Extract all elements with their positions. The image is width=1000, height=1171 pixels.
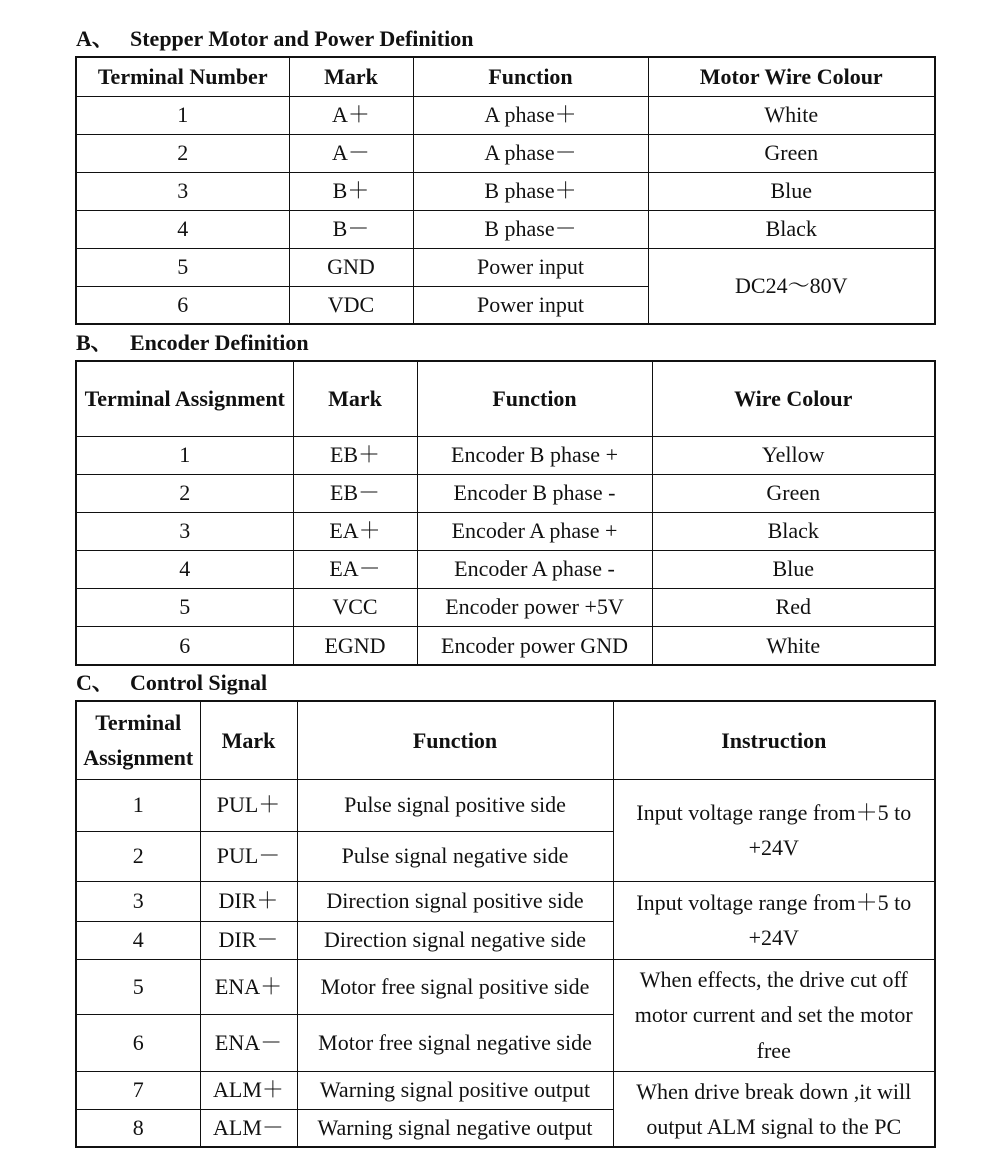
function-cell: Encoder A phase - bbox=[417, 550, 652, 588]
header-cell: Mark bbox=[293, 361, 417, 436]
terminal-cell: 3 bbox=[76, 881, 200, 921]
terminal-cell: 4 bbox=[76, 550, 293, 588]
table-row bbox=[76, 626, 935, 665]
header-cell: Mark bbox=[200, 701, 297, 779]
colour-cell: Green bbox=[652, 474, 935, 512]
mark-cell: EA＋ bbox=[293, 512, 417, 550]
function-cell: Power input bbox=[413, 248, 648, 286]
function-cell: Pulse signal positive side bbox=[297, 779, 613, 831]
mark-cell: A－ bbox=[289, 134, 413, 172]
colour-cell: Blue bbox=[648, 172, 935, 210]
mark-cell: GND bbox=[289, 248, 413, 286]
table-row bbox=[76, 512, 935, 550]
header-cell: Motor Wire Colour bbox=[648, 57, 935, 96]
section-a-title bbox=[76, 26, 473, 52]
section-c-title-text: Control Signal bbox=[130, 670, 268, 695]
function-cell: B phase－ bbox=[413, 210, 648, 248]
section-c-letter: C、 bbox=[76, 670, 114, 695]
function-cell: Warning signal positive output bbox=[297, 1071, 613, 1109]
table-row bbox=[76, 550, 935, 588]
mark-cell: EGND bbox=[293, 626, 417, 665]
section-b-letter: B、 bbox=[76, 330, 113, 355]
mark-cell: A＋ bbox=[289, 96, 413, 134]
colour-cell: Red bbox=[652, 588, 935, 626]
terminal-cell: 3 bbox=[76, 172, 289, 210]
section-a-title-text: Stepper Motor and Power Definition bbox=[130, 26, 474, 51]
header-cell: Function bbox=[297, 701, 613, 779]
terminal-cell: 1 bbox=[76, 436, 293, 474]
stepper-motor-table bbox=[75, 56, 936, 325]
section-b-title bbox=[76, 330, 309, 356]
terminal-cell: 5 bbox=[76, 588, 293, 626]
instruction-cell: When drive break down ,it will output ALM signal to the PC bbox=[613, 1071, 935, 1147]
function-cell: Encoder B phase + bbox=[417, 436, 652, 474]
function-cell: Encoder A phase + bbox=[417, 512, 652, 550]
mark-cell: B＋ bbox=[289, 172, 413, 210]
table-row bbox=[76, 474, 935, 512]
header-cell: Wire Colour bbox=[652, 361, 935, 436]
table-row bbox=[76, 779, 935, 831]
function-cell: Pulse signal negative side bbox=[297, 831, 613, 881]
colour-cell: Black bbox=[648, 210, 935, 248]
power-range-cell: DC24～80V bbox=[648, 248, 935, 324]
terminal-cell: 4 bbox=[76, 210, 289, 248]
terminal-cell: 6 bbox=[76, 286, 289, 324]
section-b-title-text: Encoder Definition bbox=[130, 330, 309, 355]
mark-cell: PUL－ bbox=[200, 831, 297, 881]
mark-cell: ENA－ bbox=[200, 1014, 297, 1071]
mark-cell: EA－ bbox=[293, 550, 417, 588]
colour-cell: Black bbox=[652, 512, 935, 550]
table-row bbox=[76, 436, 935, 474]
terminal-cell: 3 bbox=[76, 512, 293, 550]
header-cell: Terminal Assignment bbox=[76, 701, 200, 779]
function-cell: Power input bbox=[413, 286, 648, 324]
terminal-cell: 2 bbox=[76, 831, 200, 881]
mark-cell: EB＋ bbox=[293, 436, 417, 474]
table-row bbox=[76, 248, 935, 286]
section-c-title bbox=[76, 670, 267, 696]
instruction-cell: When effects, the drive cut off motor current and set the motor free bbox=[613, 959, 935, 1071]
function-cell: Encoder power GND bbox=[417, 626, 652, 665]
instruction-cell: Input voltage range from＋5 to +24V bbox=[613, 881, 935, 959]
colour-cell: White bbox=[652, 626, 935, 665]
header-cell: Mark bbox=[289, 57, 413, 96]
control-signal-table bbox=[75, 700, 936, 1148]
instruction-cell: Input voltage range from＋5 to +24V bbox=[613, 779, 935, 881]
function-cell: Warning signal negative output bbox=[297, 1109, 613, 1147]
function-cell: Direction signal negative side bbox=[297, 921, 613, 959]
terminal-cell: 2 bbox=[76, 134, 289, 172]
table-row bbox=[76, 881, 935, 921]
terminal-cell: 4 bbox=[76, 921, 200, 959]
table-row bbox=[76, 96, 935, 134]
table-row bbox=[76, 588, 935, 626]
mark-cell: DIR＋ bbox=[200, 881, 297, 921]
table-row bbox=[76, 959, 935, 1014]
colour-cell: Green bbox=[648, 134, 935, 172]
header-cell: Terminal Assignment bbox=[76, 361, 293, 436]
colour-cell: Blue bbox=[652, 550, 935, 588]
function-cell: Encoder power +5V bbox=[417, 588, 652, 626]
function-cell: Direction signal positive side bbox=[297, 881, 613, 921]
section-a-letter: A、 bbox=[76, 26, 114, 51]
mark-cell: B－ bbox=[289, 210, 413, 248]
function-cell: Motor free signal positive side bbox=[297, 959, 613, 1014]
terminal-cell: 1 bbox=[76, 96, 289, 134]
mark-cell: VDC bbox=[289, 286, 413, 324]
mark-cell: EB－ bbox=[293, 474, 417, 512]
mark-cell: ALM－ bbox=[200, 1109, 297, 1147]
header-cell: Terminal Number bbox=[76, 57, 289, 96]
encoder-table bbox=[75, 360, 936, 666]
mark-cell: VCC bbox=[293, 588, 417, 626]
mark-cell: ENA＋ bbox=[200, 959, 297, 1014]
header-cell: Instruction bbox=[613, 701, 935, 779]
table-header-row bbox=[76, 57, 935, 96]
table-row bbox=[76, 134, 935, 172]
terminal-cell: 7 bbox=[76, 1071, 200, 1109]
mark-cell: DIR－ bbox=[200, 921, 297, 959]
function-cell: A phase－ bbox=[413, 134, 648, 172]
function-cell: Encoder B phase - bbox=[417, 474, 652, 512]
header-cell: Function bbox=[413, 57, 648, 96]
terminal-cell: 8 bbox=[76, 1109, 200, 1147]
terminal-cell: 5 bbox=[76, 959, 200, 1014]
mark-cell: ALM＋ bbox=[200, 1071, 297, 1109]
mark-cell: PUL＋ bbox=[200, 779, 297, 831]
terminal-cell: 6 bbox=[76, 1014, 200, 1071]
terminal-cell: 6 bbox=[76, 626, 293, 665]
function-cell: A phase＋ bbox=[413, 96, 648, 134]
table-row bbox=[76, 172, 935, 210]
colour-cell: White bbox=[648, 96, 935, 134]
terminal-cell: 2 bbox=[76, 474, 293, 512]
table-row bbox=[76, 210, 935, 248]
table-row bbox=[76, 1071, 935, 1109]
terminal-cell: 5 bbox=[76, 248, 289, 286]
table-header-row bbox=[76, 701, 935, 779]
function-cell: Motor free signal negative side bbox=[297, 1014, 613, 1071]
colour-cell: Yellow bbox=[652, 436, 935, 474]
table-header-row bbox=[76, 361, 935, 436]
terminal-cell: 1 bbox=[76, 779, 200, 831]
header-cell: Function bbox=[417, 361, 652, 436]
function-cell: B phase＋ bbox=[413, 172, 648, 210]
